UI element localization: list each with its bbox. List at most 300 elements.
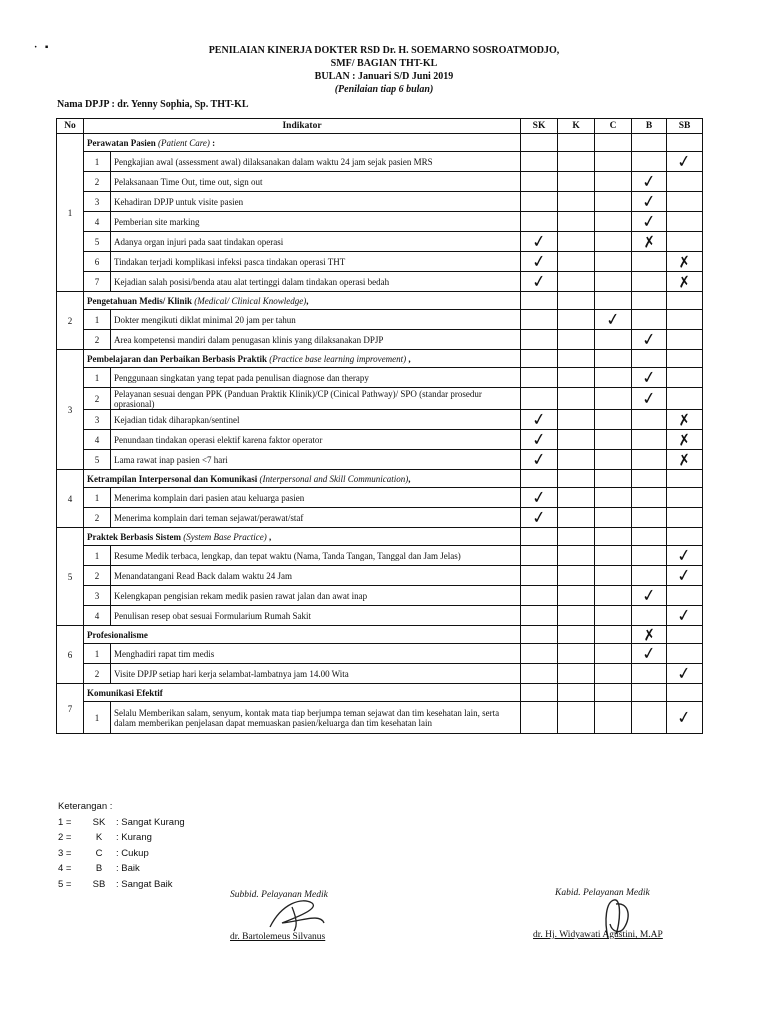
rating-cell-sb	[667, 310, 703, 330]
table-row	[57, 546, 703, 566]
rating-cell-b	[632, 488, 667, 508]
indicator-text: Menandatangani Read Back dalam waktu 24 Jam	[111, 566, 521, 586]
rating-cell-k	[558, 450, 595, 470]
indicator-text: Visite DPJP setiap hari kerja selambat-lambatnya jam 14.00 Wita	[111, 664, 521, 684]
rating-cell-sk	[521, 232, 558, 252]
section-title-english: (Practice base learning improvement)	[269, 353, 407, 364]
rating-cell-sk	[521, 450, 558, 470]
rating-cell-sb	[667, 606, 703, 626]
rating-cell-b	[632, 152, 667, 172]
scan-dots: · ▪	[34, 42, 49, 53]
rating-cell-sk	[521, 508, 558, 528]
table-body	[57, 134, 703, 734]
rating-cell-b	[632, 292, 667, 310]
rating-cell-sb	[667, 172, 703, 192]
rating-cell-k	[558, 606, 595, 626]
rating-cell-k	[558, 430, 595, 450]
item-number: 6	[84, 252, 111, 272]
section-title-text: Pembelajaran dan Perbaikan Berbasis Praktik	[87, 353, 268, 364]
rating-cell-sb	[667, 702, 703, 734]
rating-cell-k	[558, 330, 595, 350]
rating-cell-sk	[521, 330, 558, 350]
rating-cell-b	[632, 586, 667, 606]
rating-cell-sk	[521, 292, 558, 310]
col-k: K	[558, 119, 595, 134]
rating-cell-c	[595, 134, 632, 152]
table-row	[57, 644, 703, 664]
indicator-text: Penulisan resep obat sesuai Formularium Rumah Sakit	[111, 606, 521, 626]
check-mark-icon: ✓	[676, 544, 693, 567]
rating-cell-b	[632, 410, 667, 430]
rating-cell-b	[632, 212, 667, 232]
cross-mark-icon: ✗	[641, 624, 657, 645]
check-mark-icon: ✓	[530, 270, 548, 293]
left-signature-scribble	[262, 893, 332, 935]
rating-cell-c	[595, 152, 632, 172]
legend-rows	[58, 815, 185, 893]
rating-cell-c	[595, 684, 632, 702]
section-header-row	[57, 626, 703, 644]
rating-cell-sk	[521, 566, 558, 586]
indicator-text: Menghadiri rapat tim medis	[111, 644, 521, 664]
rating-cell-sb	[667, 330, 703, 350]
indicator-text: Penundaan tindakan operasi elektif karena faktor operator	[111, 430, 521, 450]
table-row	[57, 664, 703, 684]
indicator-text: Menerima komplain dari pasien atau keluarga pasien	[111, 488, 521, 508]
header-period: BULAN : Januari S/D Juni 2019	[314, 71, 454, 82]
rating-cell-c	[595, 606, 632, 626]
rating-cell-k	[558, 528, 595, 546]
section-header-row	[57, 684, 703, 702]
rating-cell-c	[595, 546, 632, 566]
check-mark-icon: ✓	[530, 230, 548, 253]
rating-cell-b	[632, 172, 667, 192]
check-mark-icon: ✓	[676, 564, 693, 587]
rating-cell-sk	[521, 212, 558, 232]
section-number: 7	[57, 684, 84, 734]
rating-cell-sk	[521, 350, 558, 368]
legend-number: 1 =	[58, 816, 72, 828]
rating-cell-sb	[667, 450, 703, 470]
rating-cell-b	[632, 388, 667, 410]
section-title-text: Profesionalisme	[87, 629, 148, 640]
col-b: B	[632, 119, 667, 134]
rating-cell-k	[558, 586, 595, 606]
rating-cell-sb	[667, 252, 703, 272]
check-mark-icon: ✓	[604, 308, 622, 331]
rating-cell-b	[632, 626, 667, 644]
rating-cell-c	[595, 626, 632, 644]
cross-mark-icon: ✗	[677, 449, 692, 470]
rating-cell-b	[632, 664, 667, 684]
rating-cell-sk	[521, 684, 558, 702]
rating-cell-b	[632, 546, 667, 566]
document-header	[0, 44, 768, 96]
rating-cell-sk	[521, 546, 558, 566]
rating-cell-k	[558, 134, 595, 152]
rating-cell-k	[558, 702, 595, 734]
rating-cell-c	[595, 232, 632, 252]
cross-mark-icon: ✗	[677, 251, 692, 272]
rating-cell-sk	[521, 272, 558, 292]
rating-cell-sb	[667, 134, 703, 152]
rating-cell-sb	[667, 368, 703, 388]
col-sk: SK	[521, 119, 558, 134]
section-title	[84, 470, 521, 488]
section-header-row	[57, 292, 703, 310]
legend-label: : Baik	[116, 863, 140, 874]
rating-cell-c	[595, 350, 632, 368]
check-mark-icon: ✓	[530, 250, 548, 273]
check-mark-icon: ✓	[640, 210, 658, 233]
check-mark-icon: ✓	[676, 604, 693, 627]
section-title	[84, 528, 521, 546]
rating-cell-k	[558, 192, 595, 212]
section-number: 6	[57, 626, 84, 684]
rating-cell-sb	[667, 546, 703, 566]
table-row	[57, 430, 703, 450]
legend-row	[58, 877, 185, 893]
rating-cell-b	[632, 508, 667, 528]
rating-cell-b	[632, 684, 667, 702]
rating-cell-sb	[667, 626, 703, 644]
item-number: 7	[84, 272, 111, 292]
rating-cell-sb	[667, 388, 703, 410]
rating-cell-k	[558, 252, 595, 272]
indicator-text: Lama rawat inap pasien <7 hari	[111, 450, 521, 470]
rating-cell-c	[595, 330, 632, 350]
rating-cell-c	[595, 702, 632, 734]
rating-cell-k	[558, 684, 595, 702]
rating-cell-c	[595, 450, 632, 470]
rating-cell-c	[595, 430, 632, 450]
rating-cell-k	[558, 350, 595, 368]
rating-cell-k	[558, 388, 595, 410]
rating-cell-sk	[521, 388, 558, 410]
rating-cell-c	[595, 566, 632, 586]
rating-cell-b	[632, 134, 667, 152]
header-title: PENILAIAN KINERJA DOKTER RSD Dr. H. SOEMARNO SOSROATMODJO,	[208, 45, 560, 56]
indicator-text: Kelengkapan pengisian rekam medik pasien rawat jalan dan awat inap	[111, 586, 521, 606]
rating-cell-b	[632, 272, 667, 292]
rating-cell-b	[632, 528, 667, 546]
rating-cell-k	[558, 546, 595, 566]
legend-label: : Kurang	[116, 832, 152, 843]
rating-cell-c	[595, 470, 632, 488]
rating-cell-k	[558, 626, 595, 644]
item-number: 3	[84, 410, 111, 430]
item-number: 1	[84, 702, 111, 734]
rating-cell-b	[632, 606, 667, 626]
section-number: 3	[57, 350, 84, 470]
rating-cell-c	[595, 528, 632, 546]
section-title-text: Perawatan Pasien	[87, 137, 156, 148]
header-note: (Penilaian tiap 6 bulan)	[334, 84, 434, 95]
legend-number: 3 =	[58, 847, 72, 859]
legend-row	[58, 830, 185, 846]
legend-row	[58, 861, 185, 877]
item-number: 1	[84, 152, 111, 172]
section-header-row	[57, 350, 703, 368]
rating-cell-c	[595, 292, 632, 310]
legend-code: SB	[92, 878, 106, 890]
rating-cell-c	[595, 368, 632, 388]
rating-cell-c	[595, 388, 632, 410]
rating-cell-sk	[521, 192, 558, 212]
legend-number: 2 =	[58, 832, 72, 843]
cross-mark-icon: ✗	[677, 409, 692, 430]
indicator-text: Pemberian site marking	[111, 212, 521, 232]
section-title	[84, 684, 521, 702]
dpjp-name: Nama DPJP : dr. Yenny Sophia, Sp. THT-KL	[57, 99, 249, 110]
rating-cell-sb	[667, 508, 703, 528]
rating-cell-b	[632, 368, 667, 388]
indicator-text: Kehadiran DPJP untuk visite pasien	[111, 192, 521, 212]
cross-mark-icon: ✗	[677, 271, 692, 292]
table-row	[57, 368, 703, 388]
legend-number: 4 =	[58, 863, 72, 874]
indicator-text: Adanya organ injuri pada saat tindakan operasi	[111, 232, 521, 252]
rating-cell-sb	[667, 350, 703, 368]
rating-cell-sk	[521, 430, 558, 450]
rating-cell-b	[632, 350, 667, 368]
item-number: 4	[84, 430, 111, 450]
table-row	[57, 450, 703, 470]
rating-cell-k	[558, 232, 595, 252]
section-title-suffix: ,	[408, 473, 411, 484]
rating-cell-sb	[667, 292, 703, 310]
item-number: 4	[84, 212, 111, 232]
item-number: 2	[84, 508, 111, 528]
rating-cell-sb	[667, 528, 703, 546]
item-number: 3	[84, 586, 111, 606]
rating-cell-c	[595, 310, 632, 330]
rating-cell-sk	[521, 152, 558, 172]
table-row	[57, 330, 703, 350]
table-row	[57, 152, 703, 172]
rating-cell-k	[558, 272, 595, 292]
check-mark-icon: ✓	[530, 408, 548, 431]
rating-cell-sb	[667, 566, 703, 586]
section-title-english: (System Base Practice)	[183, 531, 267, 542]
legend-number: 5 =	[58, 878, 72, 890]
legend-label: : Cukup	[116, 847, 149, 859]
indicator-text: Resume Medik terbaca, lengkap, dan tepat waktu (Nama, Tanda Tangan, Tanggal dan Jam Jelas)	[111, 546, 521, 566]
rating-cell-b	[632, 330, 667, 350]
rating-cell-sk	[521, 664, 558, 684]
col-indikator: Indikator	[84, 119, 521, 134]
check-mark-icon: ✓	[640, 170, 658, 193]
table-row	[57, 192, 703, 212]
rating-cell-c	[595, 586, 632, 606]
legend-title: Keterangan :	[58, 801, 113, 812]
section-title	[84, 292, 521, 310]
section-title-suffix: ,	[306, 295, 309, 306]
indicator-text: Area kompetensi mandiri dalam penugasan klinis yang dilaksanakan DPJP	[111, 330, 521, 350]
check-mark-icon: ✓	[530, 506, 548, 529]
rating-cell-sk	[521, 410, 558, 430]
rating-cell-sk	[521, 470, 558, 488]
cross-mark-icon: ✗	[677, 429, 692, 450]
rating-cell-sb	[667, 272, 703, 292]
table-header-row	[57, 119, 703, 134]
left-signature-title: Subbid. Pelayanan Medik	[230, 890, 328, 900]
check-mark-icon: ✓	[640, 584, 658, 607]
check-mark-icon: ✓	[640, 328, 658, 351]
rating-cell-k	[558, 644, 595, 664]
rating-cell-sk	[521, 586, 558, 606]
section-header-row	[57, 470, 703, 488]
col-no: No	[57, 119, 84, 134]
section-title-suffix: :	[209, 137, 216, 148]
rating-cell-c	[595, 192, 632, 212]
rating-cell-sb	[667, 684, 703, 702]
rating-cell-c	[595, 508, 632, 528]
section-title	[84, 134, 521, 152]
rating-cell-sb	[667, 470, 703, 488]
section-title-text: Praktek Berbasis Sistem	[87, 531, 181, 542]
table-row	[57, 272, 703, 292]
item-number: 1	[84, 644, 111, 664]
table-row	[57, 310, 703, 330]
indicator-text: Pelaksanaan Time Out, time out, sign out	[111, 172, 521, 192]
rating-cell-b	[632, 470, 667, 488]
rating-cell-sk	[521, 626, 558, 644]
indicator-text: Kejadian tidak diharapkan/sentinel	[111, 410, 521, 430]
rating-cell-k	[558, 368, 595, 388]
legend-code: B	[95, 863, 103, 874]
check-mark-icon: ✓	[640, 366, 658, 389]
item-number: 5	[84, 450, 111, 470]
section-header-row	[57, 134, 703, 152]
rating-cell-k	[558, 410, 595, 430]
table-row	[57, 488, 703, 508]
rating-cell-sk	[521, 310, 558, 330]
item-number: 2	[84, 330, 111, 350]
rating-cell-sb	[667, 192, 703, 212]
check-mark-icon: ✓	[640, 387, 658, 410]
item-number: 5	[84, 232, 111, 252]
rating-cell-sb	[667, 152, 703, 172]
item-number: 2	[84, 172, 111, 192]
table-row	[57, 388, 703, 410]
rating-cell-b	[632, 430, 667, 450]
rating-cell-b	[632, 310, 667, 330]
rating-cell-b	[632, 450, 667, 470]
rating-cell-c	[595, 272, 632, 292]
header-department: SMF/ BAGIAN THT-KL	[330, 58, 438, 69]
rating-cell-k	[558, 152, 595, 172]
rating-cell-sk	[521, 528, 558, 546]
rating-cell-c	[595, 252, 632, 272]
legend-label: : Sangat Kurang	[116, 816, 185, 828]
section-title-suffix: ,	[266, 531, 272, 542]
rating-cell-sb	[667, 488, 703, 508]
rating-cell-sb	[667, 232, 703, 252]
section-title	[84, 350, 521, 368]
rating-cell-b	[632, 644, 667, 664]
rating-cell-sb	[667, 430, 703, 450]
check-mark-icon: ✓	[676, 662, 693, 685]
indicator-text: Kejadian salah posisi/benda atau alat tertinggi dalam tindakan operasi bedah	[111, 272, 521, 292]
rating-cell-k	[558, 470, 595, 488]
indicator-text: Penggunaan singkatan yang tepat pada penulisan diagnose dan therapy	[111, 368, 521, 388]
legend-code: C	[95, 847, 103, 859]
rating-cell-c	[595, 644, 632, 664]
check-mark-icon: ✓	[640, 642, 658, 665]
section-title-english: (Interpersonal and Skill Communication)	[259, 473, 409, 484]
rating-cell-sb	[667, 644, 703, 664]
legend-row	[58, 846, 185, 862]
table-row	[57, 508, 703, 528]
rating-cell-c	[595, 212, 632, 232]
legend-code: SK	[92, 816, 106, 828]
section-number: 4	[57, 470, 84, 528]
rating-cell-sk	[521, 606, 558, 626]
section-title-suffix: ,	[406, 353, 411, 364]
rating-cell-sk	[521, 368, 558, 388]
right-signature-title: Kabid. Pelayanan Medik	[555, 888, 650, 898]
legend-code: K	[95, 832, 103, 843]
check-mark-icon: ✓	[640, 190, 658, 213]
item-number: 1	[84, 310, 111, 330]
table-row	[57, 606, 703, 626]
section-title-english: (Medical/ Clinical Knowledge)	[194, 295, 307, 306]
legend-row	[58, 815, 185, 831]
rating-cell-k	[558, 172, 595, 192]
table-row	[57, 586, 703, 606]
item-number: 2	[84, 664, 111, 684]
rating-cell-k	[558, 292, 595, 310]
col-sb: SB	[667, 119, 703, 134]
legend-label: : Sangat Baik	[116, 878, 173, 890]
rating-cell-b	[632, 702, 667, 734]
section-header-row	[57, 528, 703, 546]
item-number: 4	[84, 606, 111, 626]
rating-cell-c	[595, 488, 632, 508]
rating-cell-sb	[667, 212, 703, 232]
legend	[58, 799, 185, 892]
check-mark-icon: ✓	[676, 706, 693, 729]
rating-cell-sk	[521, 702, 558, 734]
table-row	[57, 702, 703, 734]
assessment-table	[56, 118, 703, 734]
rating-cell-k	[558, 488, 595, 508]
section-number: 1	[57, 134, 84, 292]
rating-cell-b	[632, 232, 667, 252]
indicator-text: Menerima komplain dari teman sejawat/perawat/staf	[111, 508, 521, 528]
left-signature-name: dr. Bartolemeus Silvanus	[230, 932, 326, 942]
section-title-english: (Patient Care)	[158, 137, 210, 148]
indicator-text: Pelayanan sesuai dengan PPK (Panduan Praktik Klinik)/CP (Cinical Pathway)/ SPO (standar prosedur oprasional)	[111, 388, 521, 410]
table-row	[57, 172, 703, 192]
item-number: 1	[84, 546, 111, 566]
rating-cell-sb	[667, 410, 703, 430]
check-mark-icon: ✓	[530, 486, 548, 509]
indicator-text: Dokter mengikuti diklat minimal 20 jam per tahun	[111, 310, 521, 330]
table-row	[57, 252, 703, 272]
rating-cell-k	[558, 566, 595, 586]
rating-cell-sb	[667, 664, 703, 684]
rating-cell-b	[632, 566, 667, 586]
cross-mark-icon: ✗	[641, 231, 657, 252]
rating-cell-sb	[667, 586, 703, 606]
rating-cell-k	[558, 508, 595, 528]
table-row	[57, 566, 703, 586]
rating-cell-k	[558, 310, 595, 330]
rating-cell-sk	[521, 252, 558, 272]
check-mark-icon: ✓	[530, 448, 548, 471]
